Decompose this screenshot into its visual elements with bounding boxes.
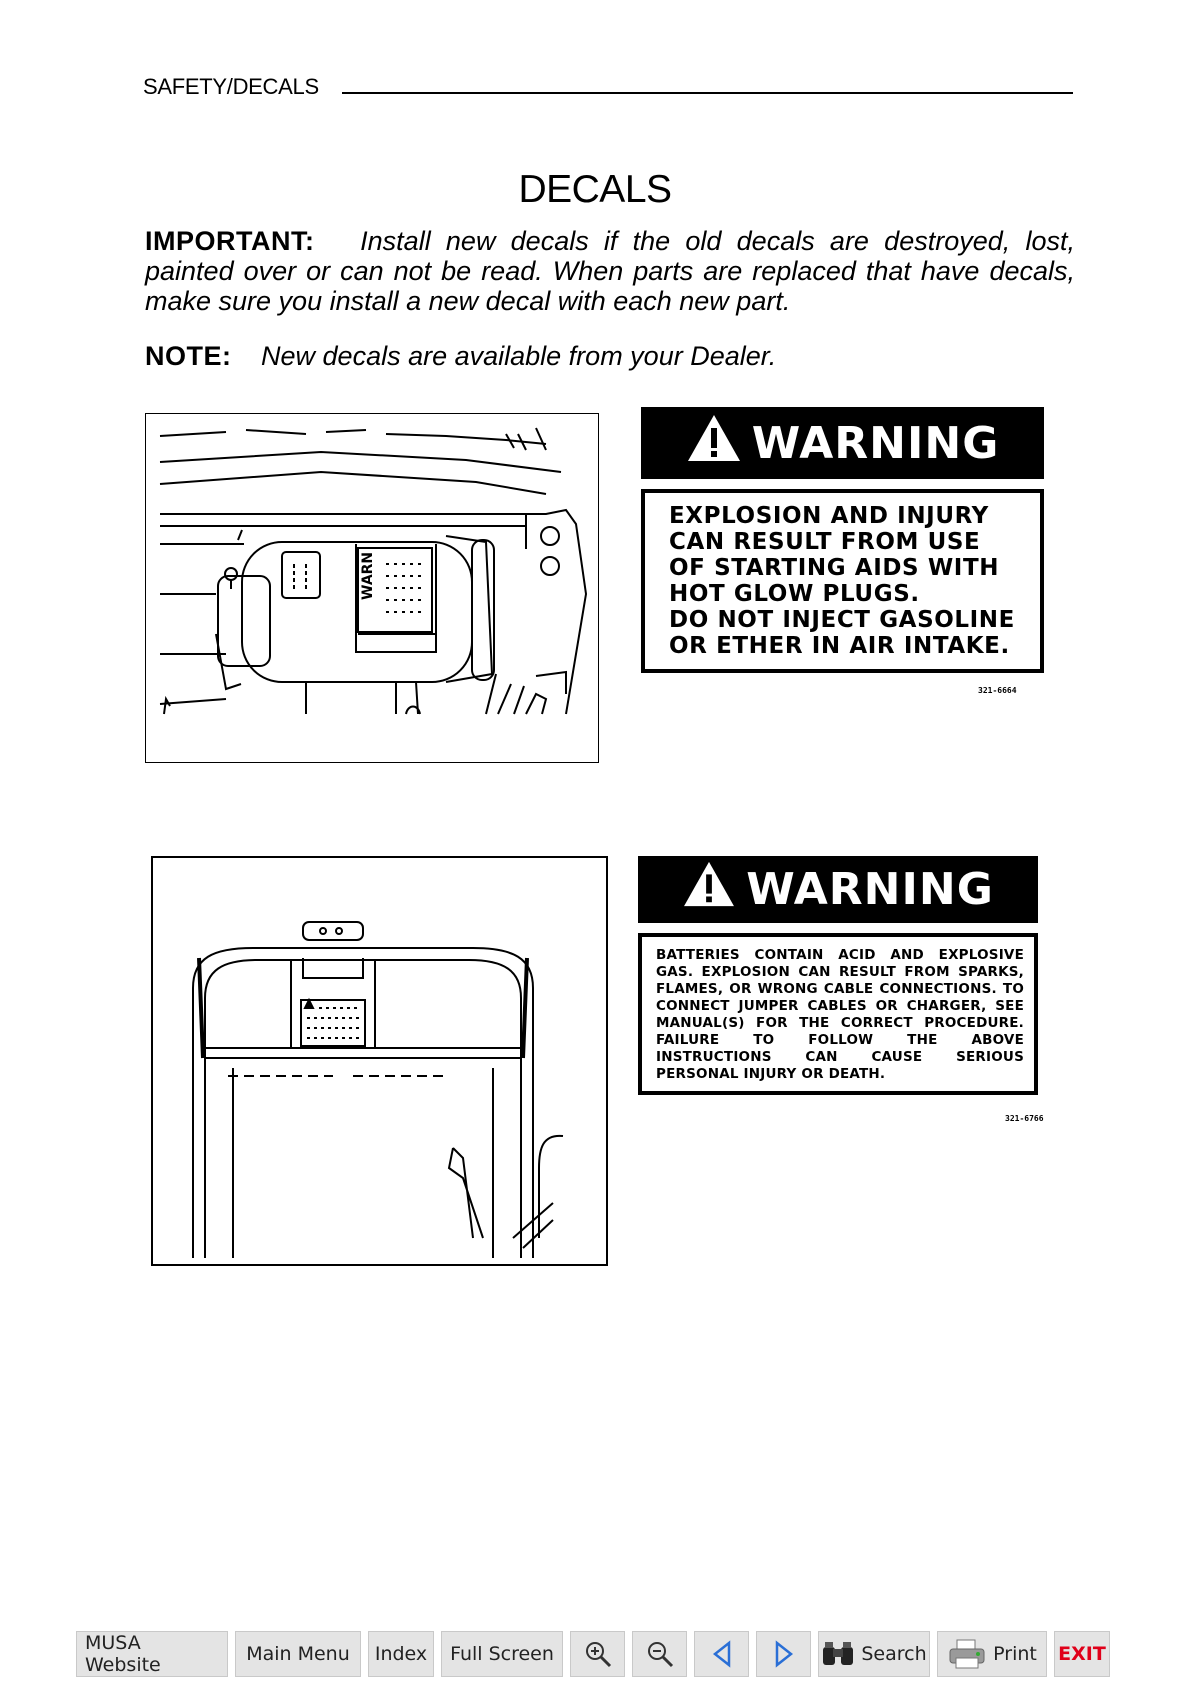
air-cleaner-illustration bbox=[145, 413, 599, 763]
previous-page-button[interactable] bbox=[694, 1631, 749, 1677]
decal1-heading: WARNING bbox=[751, 417, 1000, 469]
next-page-button[interactable] bbox=[756, 1631, 811, 1677]
exit-button[interactable]: EXIT bbox=[1054, 1631, 1110, 1677]
decal1-line: OF STARTING AIDS WITH bbox=[669, 555, 1000, 581]
note-paragraph bbox=[145, 341, 1075, 371]
triangle-right-icon bbox=[773, 1640, 795, 1668]
triangle-left-icon bbox=[711, 1640, 733, 1668]
glow-plug-warning-decal bbox=[641, 407, 1044, 673]
decal2-message: BATTERIES CONTAIN ACID AND EXPLOSIVE GAS. EXPLOSION CAN RESULT FROM SPARKS, FLAMES, OR WRONG CABLE CONNECTIONS. TO CONNECT JUMPER CABLES OR CHARGER, SEE MANUAL(S) FOR THE CORRECT PROCEDURE. FAILURE TO FOLLOW THE ABOVE INSTRUCTIONS CAN CAUSE SERIOUS PERSONAL INJURY OR DEATH. bbox=[638, 933, 1038, 1095]
zoom-out-icon bbox=[645, 1639, 675, 1669]
zoom-out-button[interactable] bbox=[632, 1631, 687, 1677]
search-label: Search bbox=[861, 1643, 927, 1665]
figure1-decal-label: WARN bbox=[360, 551, 376, 600]
print-label: Print bbox=[993, 1643, 1037, 1665]
full-screen-button[interactable]: Full Screen bbox=[441, 1631, 563, 1677]
print-button[interactable] bbox=[937, 1631, 1047, 1677]
battery-warning-decal bbox=[638, 856, 1038, 1095]
decal1-header bbox=[641, 407, 1044, 479]
decal1-line: OR ETHER IN AIR INTAKE. bbox=[669, 633, 1010, 659]
warning-triangle-icon bbox=[686, 413, 742, 474]
main-menu-button[interactable]: Main Menu bbox=[235, 1631, 361, 1677]
zoom-in-icon bbox=[583, 1639, 613, 1669]
printer-icon bbox=[947, 1638, 987, 1670]
decal1-line: HOT GLOW PLUGS. bbox=[669, 581, 920, 607]
battery-illustration bbox=[151, 856, 608, 1266]
important-text: Install new decals if the old decals are destroyed, lost, painted over or can not be read. When parts are replaced that have decals, make sure you install a new decal with each new part. bbox=[145, 226, 1075, 316]
decal2-header bbox=[638, 856, 1038, 923]
decal1-part-number: 321-6664 bbox=[978, 686, 1017, 695]
header-rule bbox=[342, 92, 1073, 94]
decal1-message bbox=[641, 489, 1044, 673]
decal2-part-number: 321-6766 bbox=[1005, 1114, 1044, 1123]
search-button[interactable] bbox=[818, 1631, 930, 1677]
important-paragraph bbox=[145, 226, 1075, 316]
decal1-line: CAN RESULT FROM USE bbox=[669, 529, 981, 555]
section-header: SAFETY/DECALS bbox=[143, 74, 319, 99]
zoom-in-button[interactable] bbox=[570, 1631, 625, 1677]
note-text: New decals are available from your Dealer. bbox=[261, 341, 777, 371]
index-button[interactable]: Index bbox=[368, 1631, 434, 1677]
important-label: IMPORTANT: bbox=[145, 226, 315, 256]
musa-website-button[interactable]: MUSA Website bbox=[76, 1631, 228, 1677]
warning-triangle-icon bbox=[682, 860, 736, 919]
decal1-line: EXPLOSION AND INJURY bbox=[669, 503, 989, 529]
decal1-line: DO NOT INJECT GASOLINE bbox=[669, 607, 1015, 633]
binoculars-icon bbox=[821, 1641, 855, 1667]
navigation-toolbar bbox=[76, 1631, 1110, 1677]
decal2-heading: WARNING bbox=[746, 864, 994, 915]
note-label: NOTE: bbox=[145, 341, 232, 371]
page-title: DECALS bbox=[518, 168, 672, 211]
